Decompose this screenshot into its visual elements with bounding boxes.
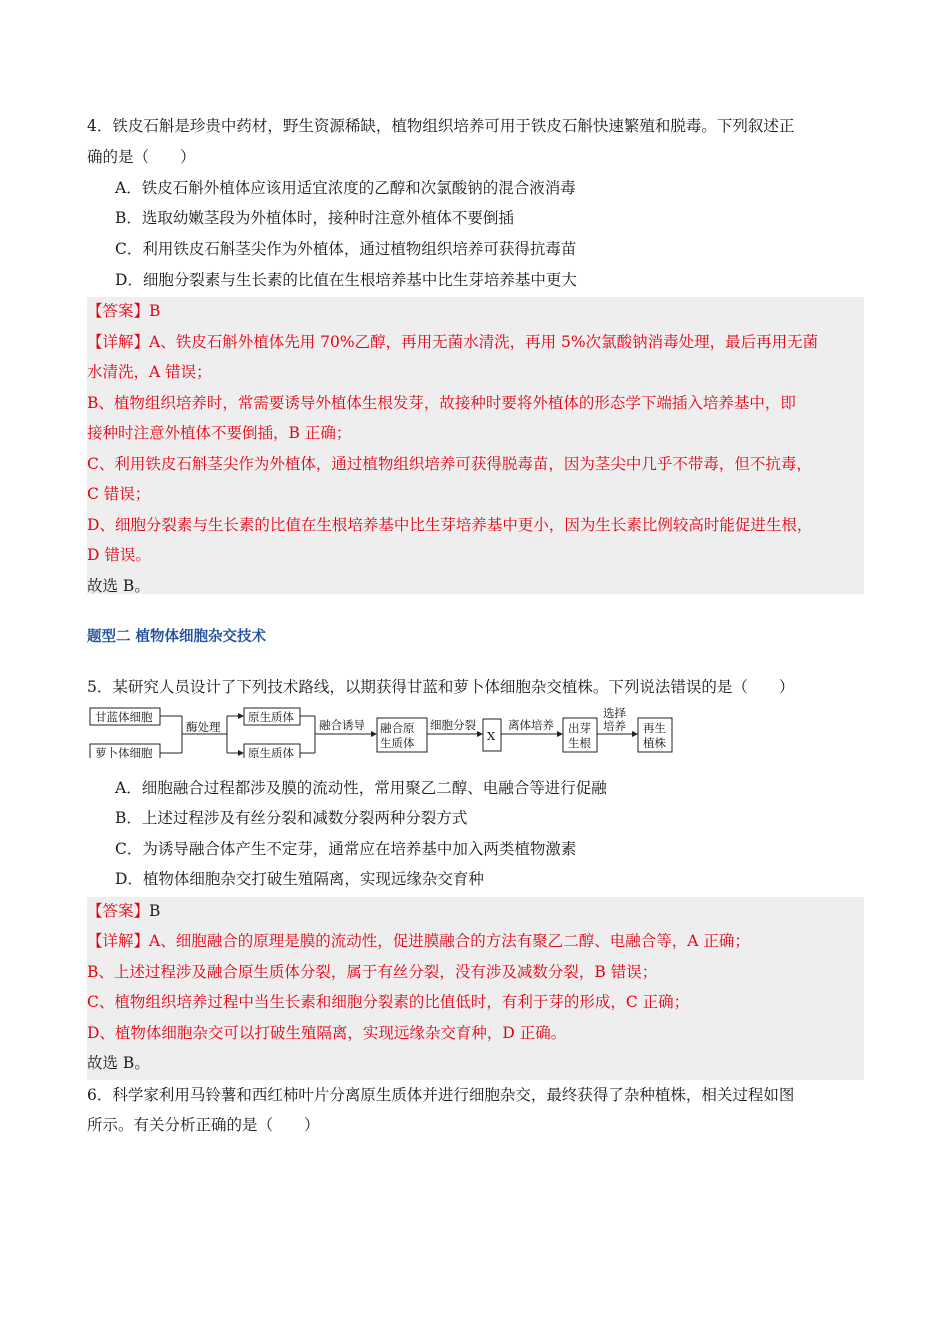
q4-option-d: D．细胞分裂素与生长素的比值在生根培养基中比生芽培养基中更大 [115, 271, 577, 289]
q4-option-c: C．利用铁皮石斛茎尖作为外植体，通过植物组织培养可获得抗毒苗 [115, 240, 577, 258]
q5-option-b: B．上述过程涉及有丝分裂和减数分裂两种分裂方式 [115, 809, 468, 827]
diagram-x: X [487, 729, 496, 743]
diagram-regen-l2: 植株 [643, 736, 666, 750]
q4-conclusion: 故选 B。 [87, 577, 150, 595]
q4-answer-tag: 【答案】 [87, 302, 150, 320]
q4-detail-line5: C、利用铁皮石斛茎尖作为外植体，通过植物组织培养可获得脱毒苗，因为茎尖中几乎不带毒，但不抗毒， [87, 455, 812, 473]
q5-detail-line1 [87, 931, 750, 951]
q4-detail-line7: D、细胞分裂素与生长素的比值在生根培养基中比生芽培养基中更小，因为生长素比例较高时能促进生根， [87, 516, 813, 534]
q4-detail-line6: C 错误； [87, 485, 151, 503]
q5-detail-line3: C、植物组织培养过程中当生长素和细胞分裂素的比值低时，有利于芽的形成，C 正确； [87, 993, 690, 1011]
q5-answer [87, 901, 160, 921]
q5-detail-text: A、细胞融合的原理是膜的流动性，促进膜融合的方法有聚乙二醇、电融合等，A 正确； [149, 932, 750, 950]
q4-answer [87, 301, 160, 321]
q5-option-a: A．细胞融合过程都涉及膜的流动性，常用聚乙二醇、电融合等进行促融 [115, 779, 607, 797]
q4-option-a: A．铁皮石斛外植体应该用适宜浓度的乙醇和次氯酸钠的混合液消毒 [115, 179, 576, 197]
diagram-cell1: 甘蓝体细胞 [95, 710, 153, 724]
diagram-select-l2: 培养 [603, 719, 626, 733]
q5-flow-diagram [87, 706, 677, 758]
q4-option-b: B．选取幼嫩茎段为外植体时，接种时注意外植体不要倒插 [115, 209, 514, 227]
q5-stem: 5．某研究人员设计了下列技术路线，以期获得甘蓝和萝卜体细胞杂交植株。下列说法错误的是（ ） [87, 678, 795, 696]
q5-conclusion: 故选 B。 [87, 1054, 150, 1072]
diagram-fused-l1: 融合原 [380, 721, 415, 735]
q4-detail-line4: 接种时注意外植体不要倒插，B 正确； [87, 424, 352, 442]
diagram-divide: 细胞分裂 [430, 718, 476, 732]
q5-answer-panel [87, 897, 864, 1080]
q5-answer-tag: 【答案】 [87, 902, 150, 920]
diagram-fused-l2: 生质体 [380, 736, 415, 750]
q4-detail-line8: D 错误。 [87, 546, 151, 564]
q4-stem-line2: 确的是（ ） [87, 148, 196, 166]
diagram-enzyme: 酶处理 [186, 720, 221, 734]
diagram-sprout-l1: 出芽 [568, 721, 591, 735]
q5-detail-tag: 【详解】 [87, 932, 150, 950]
q5-detail-line4: D、植物体细胞杂交可以打破生殖隔离，实现远缘杂交育种，D 正确。 [87, 1024, 567, 1042]
diagram-proto1: 原生质体 [248, 710, 294, 724]
q4-detail-text: A、铁皮石斛外植体先用 70%乙醇，再用无菌水清洗，再用 5%次氯酸钠消毒处理，最后再用无菌 [149, 333, 819, 351]
diagram-induce: 融合诱导 [319, 718, 365, 732]
diagram-culture: 离体培养 [508, 718, 554, 732]
diagram-proto2: 原生质体 [248, 746, 294, 758]
diagram-cell2: 萝卜体细胞 [95, 746, 153, 758]
q6-stem-line2: 所示。有关分析正确的是（ ） [87, 1116, 320, 1134]
q5-detail-line2: B、上述过程涉及融合原生质体分裂，属于有丝分裂，没有涉及减数分裂，B 错误； [87, 963, 658, 981]
q5-answer-value: B [149, 902, 161, 920]
q4-answer-value: B [149, 302, 161, 320]
q5-option-c: C．为诱导融合体产生不定芽，通常应在培养基中加入两类植物激素 [115, 840, 577, 858]
q4-detail-line2: 水清洗，A 错误； [87, 363, 212, 381]
q4-detail-tag: 【详解】 [87, 333, 150, 351]
q4-detail-line3: B、植物组织培养时，常需要诱导外植体生根发芽，故接种时要将外植体的形态学下端插入培养基中，即 [87, 394, 796, 412]
diagram-select-l1: 选择 [603, 706, 626, 720]
q4-detail-line1 [87, 332, 818, 352]
diagram-regen-l1: 再生 [643, 721, 666, 735]
diagram-sprout-l2: 生根 [568, 736, 591, 750]
section-title: 题型二 植物体细胞杂交技术 [87, 629, 267, 645]
q5-option-d: D．植物体细胞杂交打破生殖隔离，实现远缘杂交育种 [115, 870, 484, 888]
q6-stem-line1: 6．科学家利用马铃薯和西红柿叶片分离原生质体并进行细胞杂交，最终获得了杂种植株，相关过程如图 [87, 1086, 795, 1104]
q4-stem-line1: 4．铁皮石斛是珍贵中药材，野生资源稀缺，植物组织培养可用于铁皮石斛快速繁殖和脱毒。下列叙述正 [87, 117, 795, 135]
